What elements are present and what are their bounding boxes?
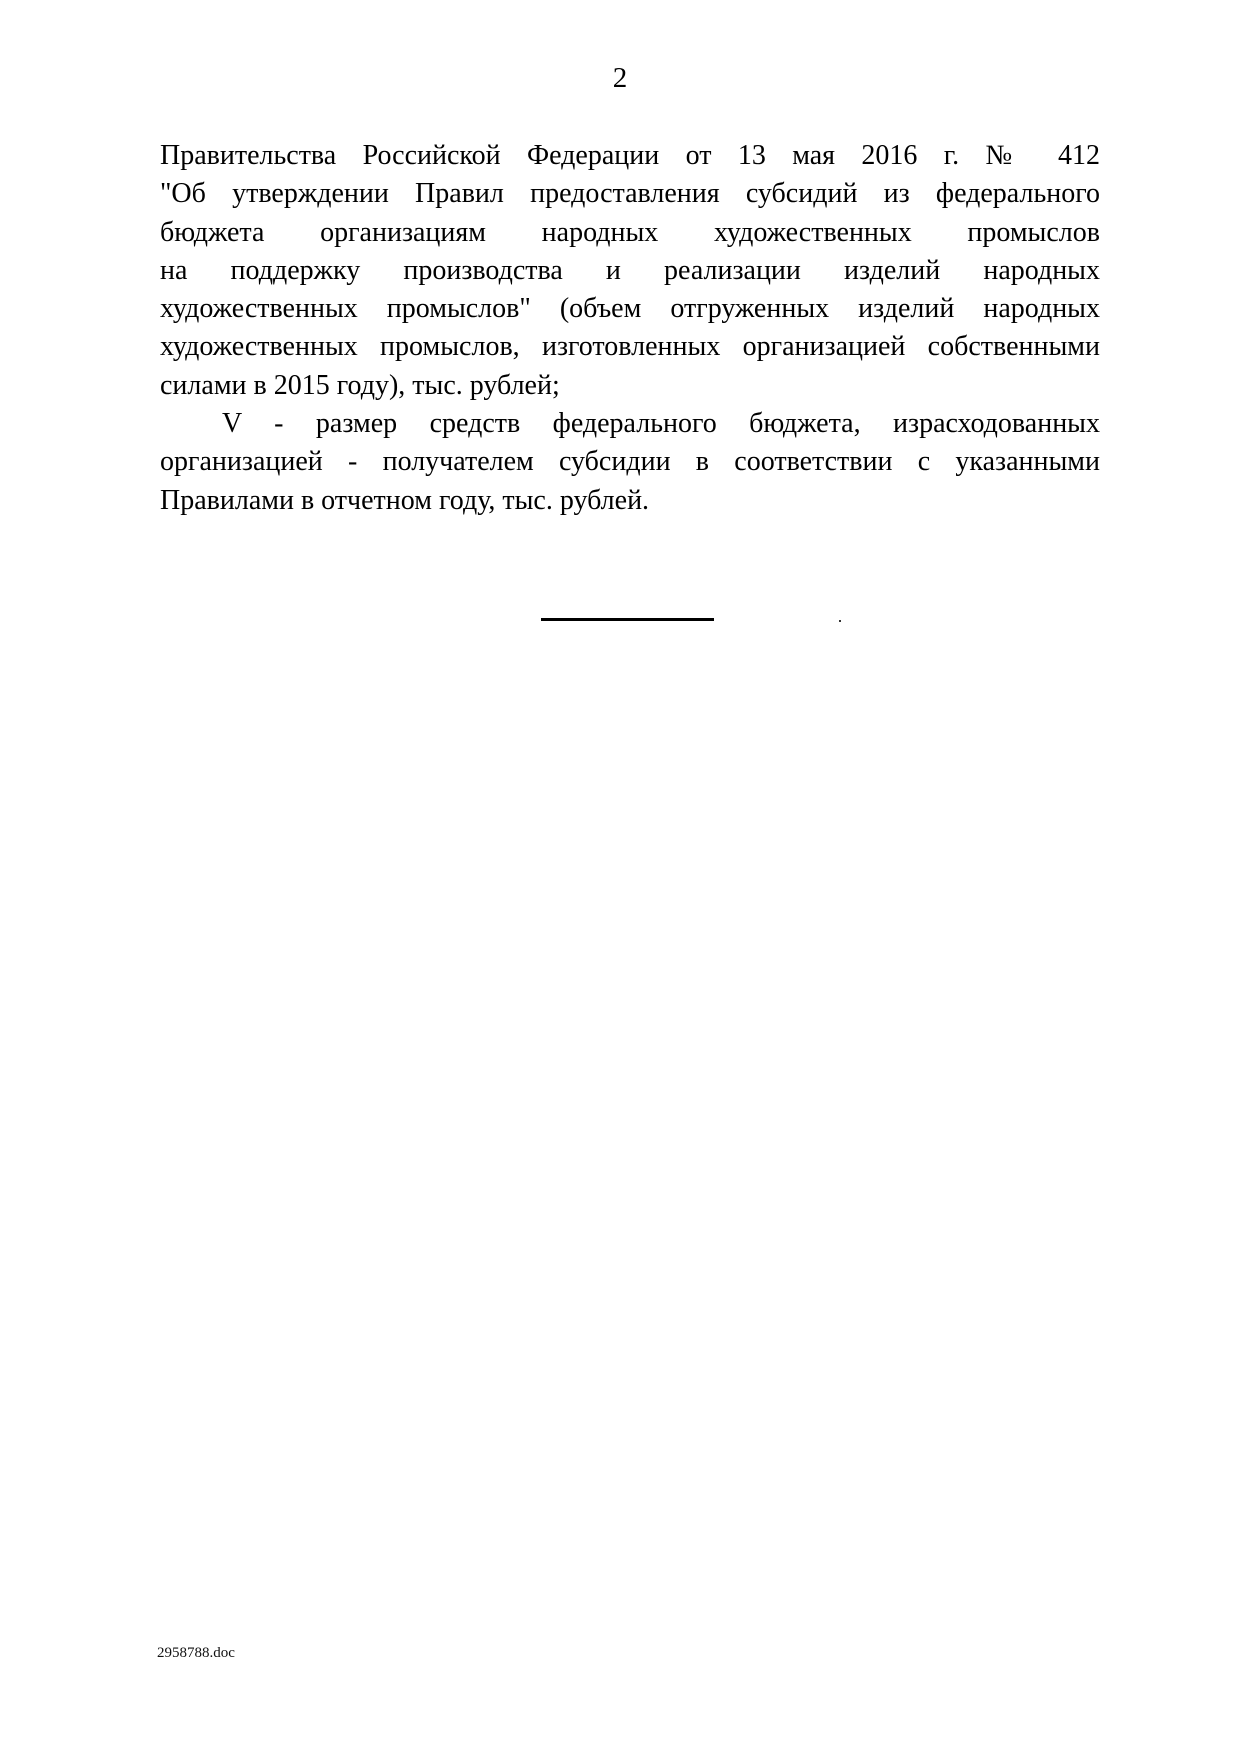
footer-document-reference: 2958788.doc <box>157 1645 235 1661</box>
page-number: 2 <box>612 62 628 94</box>
text-line: "Об утверждении Правил предоставления субсидий из федерального <box>160 178 1100 210</box>
text-line: бюджета организациям народных художественных промыслов <box>160 216 1100 248</box>
text-line: организацией - получателем субсидии в соответствии с указанными <box>160 446 1100 478</box>
text-line: художественных промыслов" (объем отгруженных изделий народных <box>160 293 1100 325</box>
scan-artifact-dot <box>839 620 841 622</box>
text-line: V - размер средств федерального бюджета, израсходованных <box>222 408 1100 440</box>
text-line: Правилами в отчетном году, тыс. рублей. <box>160 484 650 516</box>
paragraph-formula-definition-2 <box>160 405 1100 520</box>
body-text <box>160 137 1100 520</box>
text-line: силами в 2015 году), тыс. рублей; <box>160 369 560 401</box>
end-separator-line <box>541 618 714 621</box>
text-line: художественных промыслов, изготовленных организацией собственными <box>160 331 1100 363</box>
paragraph-formula-definition-1 <box>160 137 1100 405</box>
text-line: на поддержку производства и реализации изделий народных <box>160 254 1100 286</box>
text-line: Правительства Российской Федерации от 13 мая 2016 г. № 412 <box>160 140 1100 171</box>
